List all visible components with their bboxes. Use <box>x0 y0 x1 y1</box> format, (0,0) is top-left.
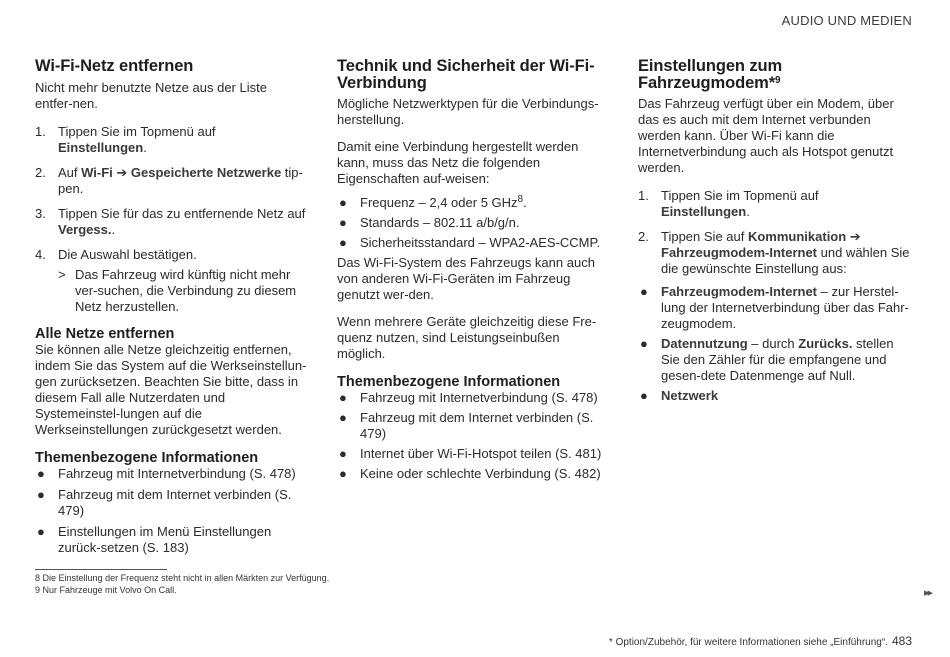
related-link[interactable]: ● Fahrzeug mit Internetverbindung (S. 478) <box>37 466 296 481</box>
bullet-icon: ● <box>339 466 347 481</box>
step-result <box>58 267 307 315</box>
menu-label: Einstellungen <box>58 140 144 155</box>
bullet-icon: ● <box>339 446 347 461</box>
column-wifi-remove <box>35 58 307 556</box>
steps-list <box>638 188 910 277</box>
options-list <box>638 284 910 404</box>
option-item: ● Fahrzeugmodem-Internet – zur Herstel-lung der Internetverbindung über das Fahr-zeugmodem. <box>640 284 909 331</box>
page-footer <box>609 634 912 648</box>
step-item <box>35 206 307 238</box>
footnote-9: 9 Nur Fahrzeuge mit Volvo On Call. <box>35 585 177 595</box>
next-page-icon[interactable]: ▸▸ <box>924 587 932 599</box>
related-list <box>337 390 609 482</box>
option-item: ● Datennutzung – durch Zurücks. stellen Sie den Zähler für die empfangene und gesen-dete Datenmenge auf Null. <box>640 336 894 383</box>
menu-path: Wi-Fi ➔ Gespeicherte Netzwerke <box>81 165 282 180</box>
footnote-ref[interactable]: 9 <box>775 75 781 86</box>
step-text-end: . <box>111 222 116 237</box>
step-text-end: . <box>143 140 147 155</box>
requirements-text: Damit eine Verbindung hergestellt werden kann, muss das Netz die folgenden Eigenschaften auf-weisen: <box>337 139 579 186</box>
properties-list <box>337 195 609 251</box>
shared-use-text: Das Wi-Fi-System des Fahrzeugs kann auch von anderen Wi-Fi-Geräten im Fahrzeug genutzt wer-den. <box>337 255 595 302</box>
related-link[interactable]: ● Internet über Wi-Fi-Hotspot teilen (S. 481) <box>339 446 602 461</box>
related-list <box>35 466 307 556</box>
property-item: ● Standards – 802.11 a/b/g/n. <box>339 215 520 230</box>
bullet-icon: ● <box>37 466 45 481</box>
menu-path: Kommunikation ➔ Fahrzeugmodem-Internet <box>661 229 861 260</box>
step-text-end: tip-pen. <box>58 165 303 196</box>
reset-label: Zurücks. <box>798 336 853 351</box>
bullet-icon: ● <box>339 410 347 425</box>
option-item <box>638 388 910 404</box>
step-number: 2. <box>638 229 649 244</box>
step-text: Auf <box>58 165 82 180</box>
step-item <box>35 247 307 315</box>
step-item <box>638 188 910 220</box>
page-number: 483 <box>891 634 912 648</box>
bullet-icon: ● <box>339 390 347 405</box>
related-link[interactable]: ● Fahrzeug mit dem Internet verbinden (S. 479) <box>339 410 594 441</box>
step-item <box>638 229 910 277</box>
property-item: ● Frequenz – 2,4 oder 5 GHz$^8$. <box>339 194 527 210</box>
footnote-divider <box>35 569 167 570</box>
option-note: * Option/Zubehör, für weitere Informationen siehe „Einführung“. <box>608 637 888 648</box>
intro-text: Nicht mehr benutzte Netze aus der Liste entfer-nen. <box>35 80 267 111</box>
step-text: Tippen Sie im Topmenü auf <box>661 188 819 203</box>
footnote-ref[interactable]: 8 <box>517 194 524 205</box>
step-number: 2. <box>35 165 46 180</box>
result-arrow-icon: > <box>58 267 66 282</box>
bullet-icon: ● <box>339 215 347 230</box>
step-text: Die Auswahl bestätigen. <box>58 247 197 262</box>
option-label: Datennutzung <box>661 336 748 351</box>
bullet-icon: ● <box>640 388 648 403</box>
step-item <box>35 165 307 197</box>
section-header: AUDIO UND MEDIEN <box>781 13 912 28</box>
bullet-icon: ● <box>640 284 648 299</box>
heading-remove-all: Alle Netze entfernen <box>35 326 175 342</box>
bullet-icon: ● <box>37 524 45 539</box>
step-number: 3. <box>35 206 46 221</box>
bullet-icon: ● <box>339 195 347 210</box>
step-number: 1. <box>638 188 649 203</box>
menu-label: Vergess. <box>58 222 112 237</box>
remove-all-text: Sie können alle Netze gleichzeitig entfernen, indem Sie das System auf die Werkseinstellun-gen zurücksetzen. Beachten Sie bitte, dass in diesem Fall alle Nutzerdaten und Systemeinstel-lungen auf die Werkseinstellungen zurückgesetzt werden. <box>35 342 307 437</box>
property-item: ● Sicherheitsstandard – WPA2-AES-CCMP. <box>339 235 601 250</box>
result-text: Das Fahrzeug wird künftig nicht mehr ver-suchen, die Verbindung zu diesem Netz herzustellen. <box>75 267 297 314</box>
related-link[interactable]: ● Keine oder schlechte Verbindung (S. 482) <box>339 466 601 481</box>
step-text: Tippen Sie für das zu entfernende Netz auf <box>58 206 306 221</box>
related-link[interactable]: ● Einstellungen im Menü Einstellungen zurück-setzen (S. 183) <box>37 524 272 555</box>
menu-label: Einstellungen <box>661 204 747 219</box>
step-number: 1. <box>35 124 46 139</box>
intro-text: Mögliche Netzwerktypen für die Verbindungs-herstellung. <box>337 96 599 127</box>
related-link[interactable]: ● Fahrzeug mit dem Internet verbinden (S. 479) <box>37 487 292 518</box>
bullet-icon: ● <box>37 487 45 502</box>
performance-text: Wenn mehrere Geräte gleichzeitig diese Fre-quenz nutzen, sind Leistungseinbußen möglich. <box>337 314 597 361</box>
steps-list <box>35 124 307 315</box>
step-number: 4. <box>35 247 46 262</box>
bullet-icon: ● <box>640 336 648 351</box>
step-text-end: . <box>746 204 750 219</box>
column-modem-settings <box>638 58 910 404</box>
heading-related-info: Themenbezogene Informationen <box>337 374 561 390</box>
heading-wifi-remove: Wi-Fi-Netz entfernen <box>35 57 194 75</box>
bullet-icon: ● <box>339 235 347 250</box>
step-text-end: und wählen Sie die gewünschte Einstellung aus: <box>661 245 910 276</box>
footnote-8: 8 Die Einstellung der Frequenz steht nicht in allen Märkten zur Verfügung. <box>35 573 330 583</box>
step-text: Tippen Sie im Topmenü auf <box>58 124 216 139</box>
column-wifi-security <box>337 58 609 482</box>
option-label: Netzwerk <box>661 388 719 403</box>
intro-text: Das Fahrzeug verfügt über ein Modem, über das es auch mit dem Internet verbunden werden kann. Über Wi-Fi kann die Internetverbindung auch als Hotspot genutzt werden. <box>638 96 894 175</box>
heading-wifi-security: Technik und Sicherheit der Wi-Fi-Verbindung <box>337 57 595 92</box>
related-link[interactable]: ● Fahrzeug mit Internetverbindung (S. 478) <box>339 390 598 405</box>
heading-related-info: Themenbezogene Informationen <box>35 450 259 466</box>
option-label: Fahrzeugmodem-Internet <box>661 284 818 299</box>
step-item <box>35 124 307 156</box>
step-text: Tippen Sie auf <box>661 229 748 244</box>
heading-modem-settings: Einstellungen zum Fahrzeugmodem*$^9$ <box>638 57 783 92</box>
